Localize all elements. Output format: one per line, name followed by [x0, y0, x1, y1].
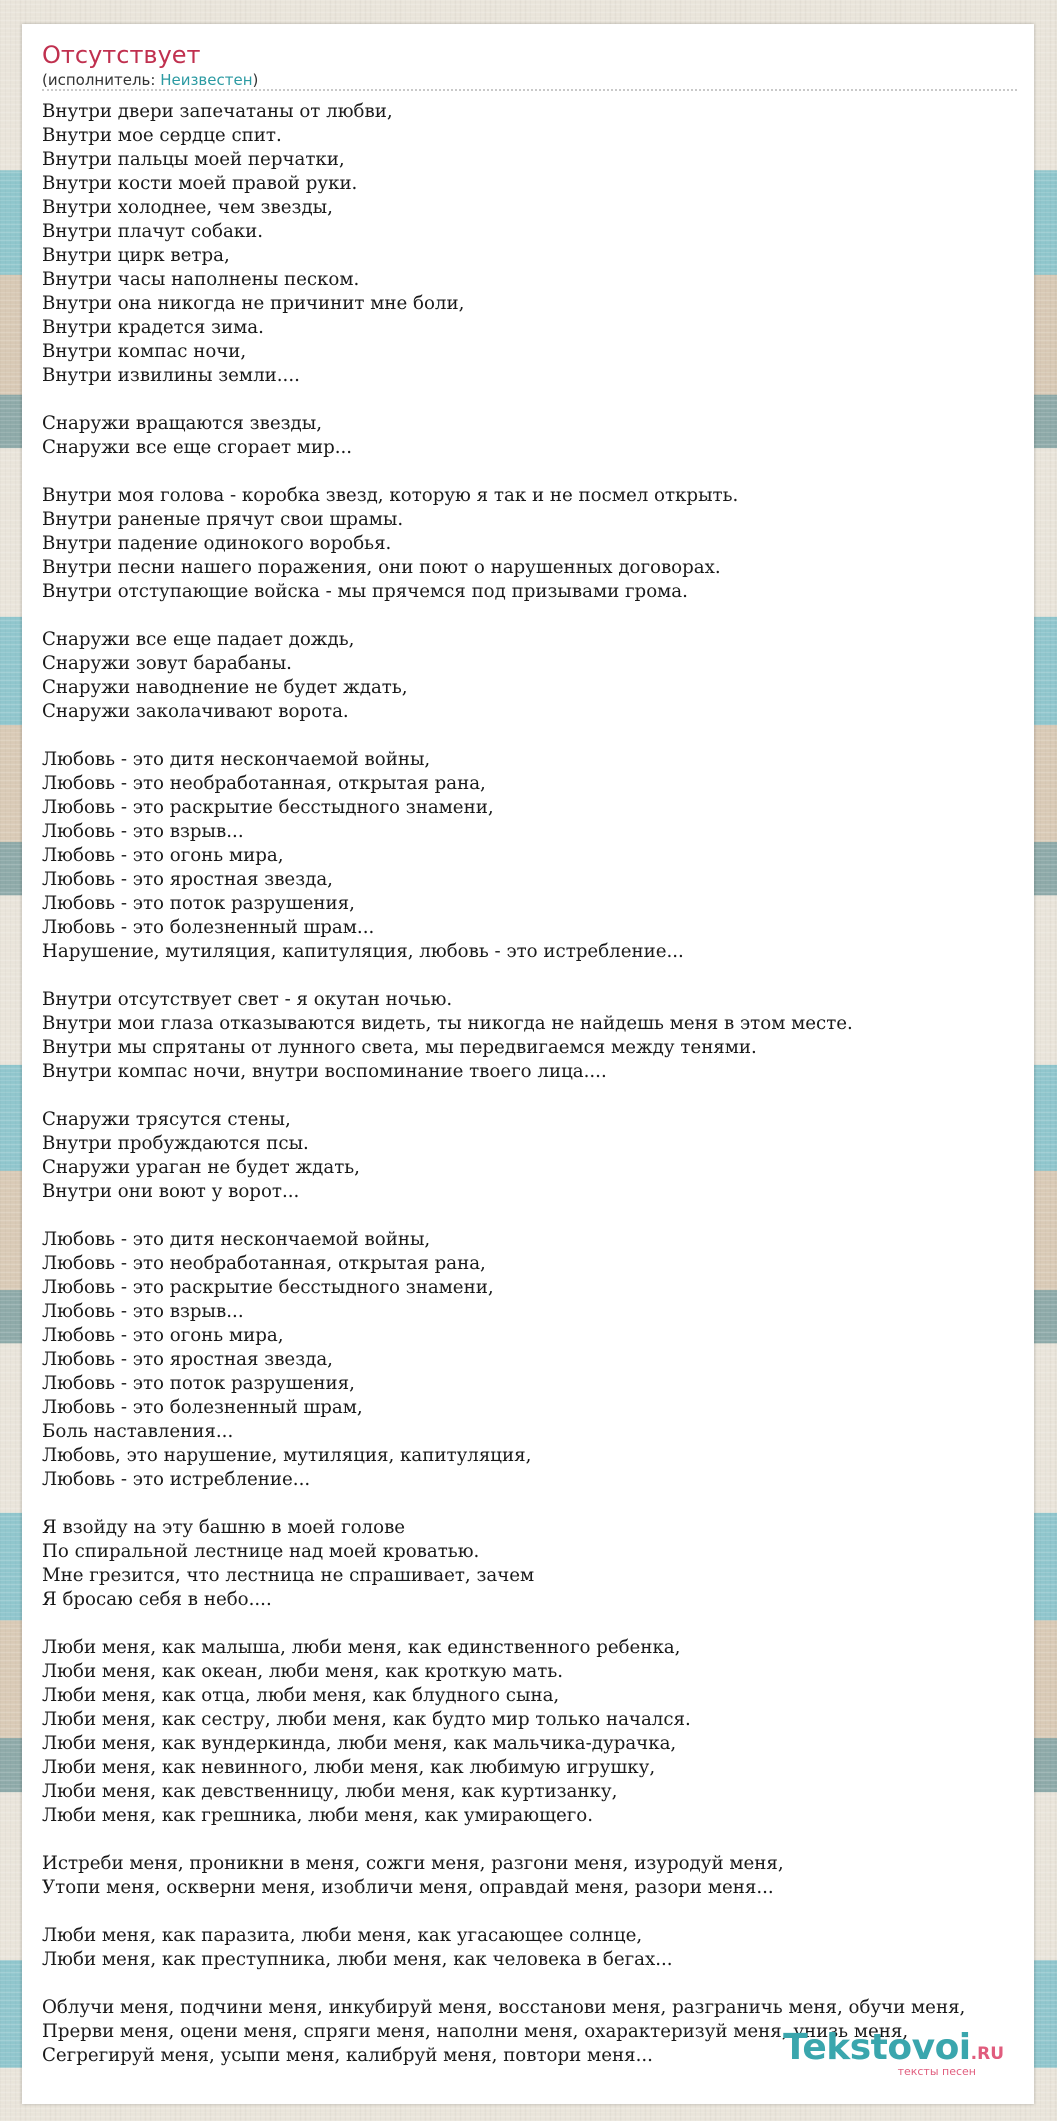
stanza-break: [42, 1972, 1057, 1996]
lyrics-line: Любовь - это взрыв...: [42, 821, 244, 842]
lyrics-line: Снаружи вращаются звезды,: [42, 413, 322, 434]
lyrics-line: Внутри цирк ветра,: [42, 245, 230, 266]
lyrics-line: Любовь - это огонь мира,: [42, 845, 284, 866]
lyrics-line: Внутри она никогда не причинит мне боли,: [42, 293, 465, 314]
lyrics-line: Любовь - это дитя нескончаемой войны,: [42, 1229, 431, 1250]
lyrics-line: Люби меня, как девственницу, люби меня, как куртизанку,: [42, 1781, 618, 1802]
lyrics-line: Любовь - это дитя нескончаемой войны,: [42, 749, 431, 770]
lyrics-line: Внутри песни нашего поражения, они поют о нарушенных договорах.: [42, 557, 721, 578]
lyrics-line: Внутри мои глаза отказываются видеть, ты никогда не найдешь меня в этом месте.: [42, 1013, 853, 1034]
lyrics-panel: [22, 24, 1034, 2104]
lyrics-line: Сегрегируй меня, усыпи меня, калибруй меня, повтори меня...: [42, 2045, 653, 2066]
stanza-break: [42, 604, 1057, 628]
lyrics-line: Внутри мы спрятаны от лунного света, мы передвигаемся между тенями.: [42, 1037, 757, 1058]
logo-tld-text: .RU: [970, 2044, 1004, 2064]
lyrics-line: Люби меня, как невинного, люби меня, как любимую игрушку,: [42, 1757, 656, 1778]
lyrics-line: Любовь - это раскрытие бесстыдного знамени,: [42, 1277, 494, 1298]
lyrics-line: Любовь - это необработанная, открытая рана,: [42, 1253, 486, 1274]
lyrics-line: Люби меня, как отца, люби меня, как блудного сына,: [42, 1685, 560, 1706]
lyrics-line: Снаружи все еще падает дождь,: [42, 629, 355, 650]
lyrics-line: Любовь - это раскрытие бесстыдного знамени,: [42, 797, 494, 818]
lyrics-line: Внутри кости моей правой руки.: [42, 173, 358, 194]
lyrics-line: Я бросаю себя в небо....: [42, 1589, 272, 1610]
stanza-break: [42, 964, 1057, 988]
lyrics-line: Любовь - это яростная звезда,: [42, 1349, 333, 1370]
lyrics-line: Люби меня, как преступника, люби меня, как человека в бегах...: [42, 1949, 673, 1970]
lyrics-line: Боль наставления...: [42, 1421, 234, 1442]
lyrics-line: Внутри они воют у ворот...: [42, 1181, 300, 1202]
lyrics-line: Люби меня, как малыша, люби меня, как единственного ребенка,: [42, 1637, 681, 1658]
lyrics-line: Внутри компас ночи,: [42, 341, 247, 362]
stanza-break: [42, 1828, 1057, 1852]
lyrics-line: Любовь - это болезненный шрам,: [42, 1397, 363, 1418]
lyrics-line: Внутри моя голова - коробка звезд, которую я так и не посмел открыть.: [42, 485, 739, 506]
lyrics-text: [42, 100, 1057, 2068]
lyrics-line: Любовь - это необработанная, открытая рана,: [42, 773, 486, 794]
lyrics-line: Внутри пробуждаются псы.: [42, 1133, 309, 1154]
stanza-break: [42, 724, 1057, 748]
lyrics-line: Любовь - это поток разрушения,: [42, 1373, 355, 1394]
lyrics-line: Люби меня, как паразита, люби меня, как угасающее солнце,: [42, 1925, 643, 1946]
lyrics-line: Снаружи все еще сгорает мир...: [42, 437, 353, 458]
lyrics-line: Внутри мое сердце спит.: [42, 125, 282, 146]
lyrics-line: Снаружи наводнение не будет ждать,: [42, 677, 408, 698]
lyrics-line: Снаружи заколачивают ворота.: [42, 701, 349, 722]
lyrics-line: Люби меня, как вундеркинда, люби меня, как мальчика-дурачка,: [42, 1733, 677, 1754]
lyrics-line: Утопи меня, оскверни меня, изобличи меня, оправдай меня, разори меня...: [42, 1877, 774, 1898]
logo-main-text: Tekstovoi: [783, 2027, 971, 2068]
lyrics-line: Мне грезится, что лестница не спрашивает, зачем: [42, 1565, 535, 1586]
stanza-break: [42, 1612, 1057, 1636]
lyrics-line: Я взойду на эту башню в моей голове: [42, 1517, 406, 1538]
stanza-break: [42, 1204, 1057, 1228]
logo-tagline: тексты песен: [897, 2065, 976, 2078]
lyrics-line: Снаружи трясутся стены,: [42, 1109, 291, 1130]
lyrics-line: Внутри извилины земли....: [42, 365, 300, 386]
lyrics-line: Внутри часы наполнены песком.: [42, 269, 360, 290]
site-logo[interactable]: [783, 2027, 1004, 2078]
lyrics-line: По спиральной лестнице над моей кроватью.: [42, 1541, 480, 1562]
lyrics-line: Люби меня, как сестру, люби меня, как будто мир только начался.: [42, 1709, 691, 1730]
stanza-break: [42, 1900, 1057, 1924]
lyrics-line: Любовь - это поток разрушения,: [42, 893, 355, 914]
song-title: Отсутствует: [42, 41, 201, 69]
lyrics-line: Облучи меня, подчини меня, инкубируй меня, восстанови меня, разграничь меня, обучи меня,: [42, 1997, 966, 2018]
artist-suffix: ): [252, 71, 259, 89]
lyrics-line: Любовь - это огонь мира,: [42, 1325, 284, 1346]
lyrics-line: Любовь - это взрыв...: [42, 1301, 244, 1322]
lyrics-line: Внутри холоднее, чем звезды,: [42, 197, 333, 218]
lyrics-line: Внутри крадется зима.: [42, 317, 264, 338]
artist-link[interactable]: Неизвестен: [160, 71, 253, 89]
lyrics-line: Внутри отступающие войска - мы прячемся под призывами грома.: [42, 581, 688, 602]
artist-line: [42, 71, 258, 89]
lyrics-line: Прерви меня, оцени меня, спряги меня, наполни меня, охарактеризуй меня, унизь меня,: [42, 2021, 909, 2042]
lyrics-line: Внутри компас ночи, внутри воспоминание твоего лица....: [42, 1061, 607, 1082]
lyrics-line: Люби меня, как океан, люби меня, как кроткую мать.: [42, 1661, 564, 1682]
artist-prefix: (исполнитель:: [42, 71, 161, 89]
lyrics-line: Снаружи зовут барабаны.: [42, 653, 292, 674]
lyrics-line: Люби меня, как грешника, люби меня, как умирающего.: [42, 1805, 594, 1826]
lyrics-line: Любовь - это яростная звезда,: [42, 869, 333, 890]
lyrics-line: Истреби меня, проникни в меня, сожги меня, разгони меня, изуродуй меня,: [42, 1853, 784, 1874]
stanza-break: [42, 388, 1057, 412]
lyrics-line: Любовь - это истребление...: [42, 1469, 311, 1490]
stanza-break: [42, 1492, 1057, 1516]
title-divider: [42, 89, 1017, 91]
lyrics-line: Внутри пальцы моей перчатки,: [42, 149, 345, 170]
stanza-break: [42, 460, 1057, 484]
lyrics-line: Снаружи ураган не будет ждать,: [42, 1157, 360, 1178]
lyrics-line: Внутри отсутствует свет - я окутан ночью.: [42, 989, 453, 1010]
lyrics-line: Внутри падение одинокого воробья.: [42, 533, 392, 554]
lyrics-line: Внутри двери запечатаны от любви,: [42, 101, 393, 122]
lyrics-line: Внутри плачут собаки.: [42, 221, 264, 242]
lyrics-line: Внутри раненые прячут свои шрамы.: [42, 509, 404, 530]
stanza-break: [42, 1084, 1057, 1108]
lyrics-line: Любовь, это нарушение, мутиляция, капитуляция,: [42, 1445, 532, 1466]
lyrics-line: Любовь - это болезненный шрам...: [42, 917, 375, 938]
lyrics-line: Нарушение, мутиляция, капитуляция, любовь - это истребление...: [42, 941, 684, 962]
